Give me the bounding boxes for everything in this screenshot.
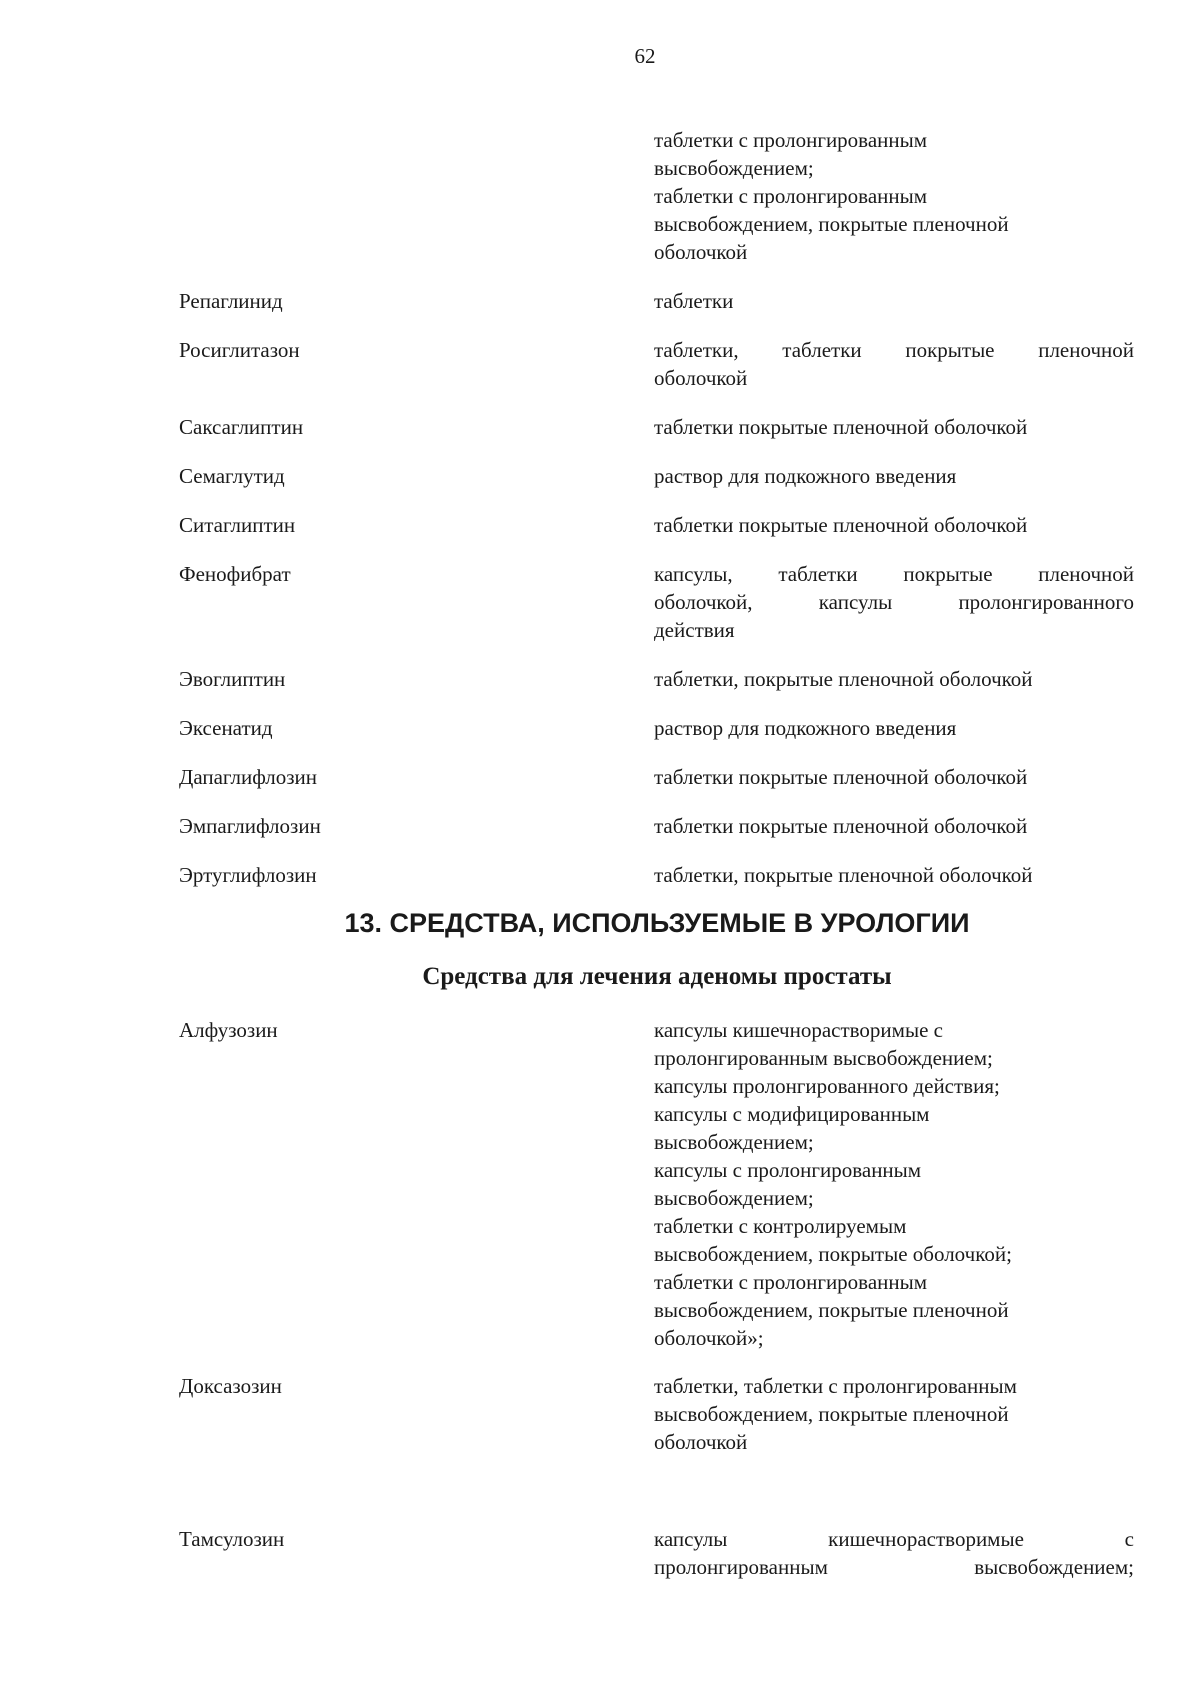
dosage-form-text bbox=[654, 462, 1134, 490]
drug-name: Саксаглиптин bbox=[179, 415, 304, 439]
form-line: высвобождением, покрытые пленочной bbox=[654, 1298, 1009, 1322]
drug-name: Тамсулозин bbox=[179, 1527, 285, 1551]
dosage-form-text bbox=[654, 763, 1134, 791]
drug-name: Алфузозин bbox=[179, 1018, 278, 1042]
drug-name: Эксенатид bbox=[179, 716, 273, 740]
dosage-form-text bbox=[654, 511, 1134, 539]
form-line: оболочкой bbox=[654, 1430, 748, 1454]
form-line: таблетки покрытые пленочной оболочкой bbox=[654, 513, 1028, 537]
drug-name: Эвоглиптин bbox=[179, 667, 286, 691]
dosage-form-text bbox=[654, 287, 1134, 315]
form-line: таблетки с пролонгированным bbox=[654, 184, 928, 208]
form-line: пролонгированным высвобождением; bbox=[654, 1555, 1134, 1579]
form-line: капсулы кишечнорастворимые с bbox=[654, 1527, 1134, 1551]
drug-name: Репаглинид bbox=[179, 289, 283, 313]
subsection-heading: Средства для лечения аденомы простаты bbox=[422, 963, 892, 990]
dosage-form-text bbox=[654, 1016, 1134, 1352]
drug-name: Дапаглифлозин bbox=[179, 765, 318, 789]
form-line: таблетки покрытые пленочной оболочкой bbox=[654, 415, 1028, 439]
form-line: таблетки с пролонгированным bbox=[654, 128, 928, 152]
dosage-form-text bbox=[654, 714, 1134, 742]
drug-name: Эмпаглифлозин bbox=[179, 814, 321, 838]
form-line: таблетки, покрытые пленочной оболочкой bbox=[654, 863, 1033, 887]
form-line: таблетки с пролонгированным bbox=[654, 1270, 928, 1294]
drug-name: Доксазозин bbox=[179, 1374, 282, 1398]
form-line: капсулы кишечнорастворимые с bbox=[654, 1018, 943, 1042]
form-line: высвобождением; bbox=[654, 156, 814, 180]
drug-name: Семаглутид bbox=[179, 464, 285, 488]
form-line: капсулы, таблетки покрытые пленочной bbox=[654, 562, 1134, 586]
form-line: таблетки, таблетки с пролонгированным bbox=[654, 1374, 1017, 1398]
form-line: оболочкой bbox=[654, 240, 748, 264]
form-line: высвобождением; bbox=[654, 1186, 814, 1210]
drug-name: Фенофибрат bbox=[179, 562, 291, 586]
dosage-form-text bbox=[654, 413, 1134, 441]
dosage-form-text bbox=[654, 336, 1134, 392]
form-line: пролонгированным высвобождением; bbox=[654, 1046, 993, 1070]
page-number: 62 bbox=[634, 44, 656, 68]
form-line: высвобождением, покрытые оболочкой; bbox=[654, 1242, 1012, 1266]
form-line: высвобождением, покрытые пленочной bbox=[654, 212, 1009, 236]
form-line: таблетки покрытые пленочной оболочкой bbox=[654, 765, 1028, 789]
drug-name: Росиглитазон bbox=[179, 338, 300, 362]
form-line: таблетки, таблетки покрытые пленочной bbox=[654, 338, 1134, 362]
form-line: высвобождением; bbox=[654, 1130, 814, 1154]
form-line: таблетки с контролируемым bbox=[654, 1214, 907, 1238]
form-line: таблетки bbox=[654, 289, 734, 313]
dosage-form-text bbox=[654, 560, 1134, 644]
dosage-form-text bbox=[654, 126, 1134, 266]
form-line: оболочкой, капсулы пролонгированного bbox=[654, 590, 1134, 614]
form-line: таблетки, покрытые пленочной оболочкой bbox=[654, 667, 1033, 691]
form-line: высвобождением, покрытые пленочной bbox=[654, 1402, 1009, 1426]
form-line: таблетки покрытые пленочной оболочкой bbox=[654, 814, 1028, 838]
form-line: капсулы с модифицированным bbox=[654, 1102, 930, 1126]
form-line: оболочкой»; bbox=[654, 1326, 764, 1350]
dosage-form-text bbox=[654, 665, 1134, 693]
dosage-form-text bbox=[654, 1372, 1134, 1456]
form-line: раствор для подкожного введения bbox=[654, 716, 957, 740]
dosage-form-text bbox=[654, 861, 1134, 889]
form-line: оболочкой bbox=[654, 366, 748, 390]
drug-name: Эртуглифлозин bbox=[179, 863, 317, 887]
form-line: раствор для подкожного введения bbox=[654, 464, 957, 488]
dosage-form-text bbox=[654, 812, 1134, 840]
dosage-form-text bbox=[654, 1525, 1134, 1581]
section-heading: 13. СРЕДСТВА, ИСПОЛЬЗУЕМЫЕ В УРОЛОГИИ bbox=[344, 908, 970, 938]
form-line: капсулы пролонгированного действия; bbox=[654, 1074, 1000, 1098]
form-line: действия bbox=[654, 618, 735, 642]
form-line: капсулы с пролонгированным bbox=[654, 1158, 922, 1182]
drug-name: Ситаглиптин bbox=[179, 513, 296, 537]
